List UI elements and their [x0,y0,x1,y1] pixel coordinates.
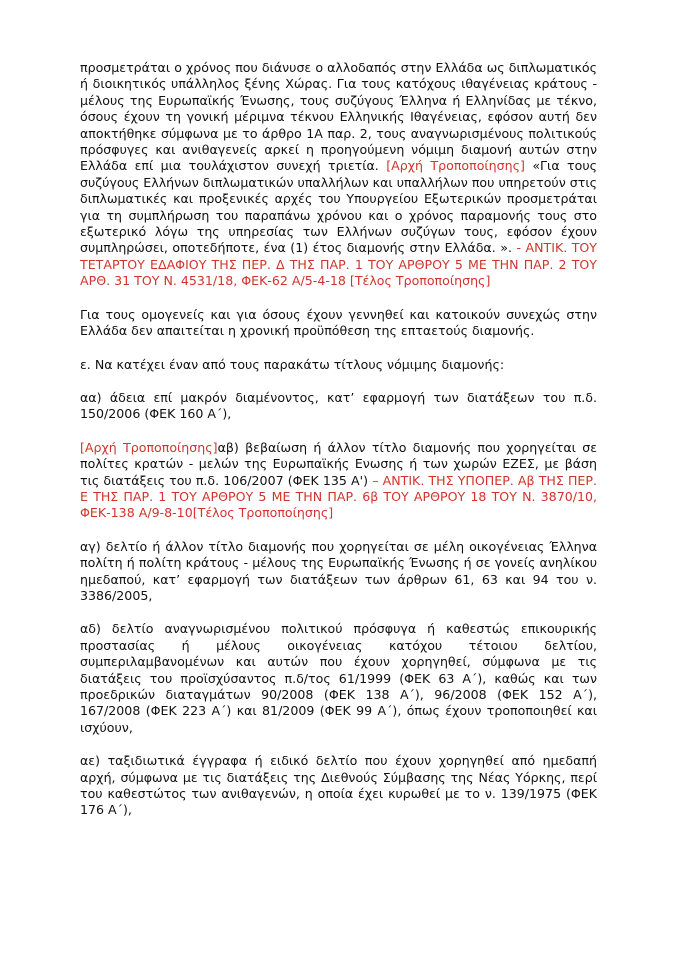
document-page [80,60,597,836]
paragraph-item-ae [80,753,597,819]
paragraph-item-ab [80,440,597,522]
paragraph-item-ag [80,539,597,605]
text-segment: προσμετράται ο χρόνος που διάνυσε ο αλλοδαπός στην Ελλάδα ως διπλωματικός ή διοικητικός υπάλληλος ξένης Χώρας. Για τους κατόχους ιθαγένειας κράτους - μέλους της Ευρωπαϊκής Ένωσης, τους συζύγους Έλληνα ή Ελληνίδας με τέκνο, όσους έχουν τη γονική μέριμνα τέκνου Ελληνικής Ιθαγένειας, εφόσον αυτή δεν αποκτήθηκε σύμφωνα με το άρθρο 1Α παρ. 2, τους αναγνωρισμένους πολιτικούς πρόσφυγες και ανιθαγενείς αρκεί η προηγούμενη νόμιμη διαμονή αυτών στην Ελλάδα επί μια τουλάχιστον συνεχή τριετία. [80,60,597,174]
paragraph-residence-time [80,60,597,290]
text-segment: ε. Να κατέχει έναν από τους παρακάτω τίτλους νόμιμης διαμονής: [80,356,505,372]
paragraph-item-aa [80,390,597,423]
paragraph-item-ad [80,621,597,736]
text-segment: αε) ταξιδιωτικά έγγραφα ή ειδικό δελτίο που έχουν χορηγηθεί από ημεδαπή αρχή, σύμφωνα με τις διατάξεις της Διεθνούς Σύμβασης της Νέας Υόρκης, περί του καθεστώτος των ανιθαγενών, η οποία έχει κυρωθεί με το ν. 139/1975 (ΦΕΚ 176 Α΄), [80,753,597,818]
text-segment: αα) άδεια επί μακρόν διαμένοντος, κατ’ εφαρμογή των διατάξεων του π.δ. 150/2006 (ΦΕΚ 160 Α΄), [80,389,597,422]
amendment-note: – ΑΝΤΙΚ. ΤΗΣ ΥΠΟΠΕΡ. Αβ ΤΗΣ ΠΕΡ. Ε ΤΗΣ ΠΑΡ. 1 ΤΟΥ ΑΡΘΡΟΥ 5 ΜΕ ΤΗΝ ΠΑΡ. 6β ΤΟΥ ΑΡΘΡΟΥ 18 ΤΟΥ Ν. 3870/10, ΦΕΚ-138 Α/9-8-10[Τέλος Τροποποίησης] [80,472,597,521]
paragraph-item-e [80,357,597,373]
paragraph-expatriates [80,307,597,340]
text-segment: αβ) βεβαίωση ή άλλον τίτλο διαμονής που χορηγείται σε πολίτες κρατών - μελών της Ευρωπαϊκής Ενωσης ή των χωρών ΕΖΕΣ, με βάση τις διατάξεις του π.δ. 106/2007 (ΦΕΚ 135 Α') [80,439,598,488]
amendment-note: - ΑΝΤΙΚ. ΤΟΥ ΤΕΤΑΡΤΟΥ ΕΔΑΦΙΟΥ ΤΗΣ ΠΕΡ. Δ ΤΗΣ ΠΑΡ. 1 ΤΟΥ ΑΡΘΡΟΥ 5 ΜΕ ΤΗΝ ΠΑΡ. 2 ΤΟΥ ΑΡΘ. 31 ΤΟΥ Ν. 4531/18, ΦΕΚ-62 Α/5-4-18 [Τέλος Τροποποίησης] [80,240,597,289]
text-segment: αδ) δελτίο αναγνωρισμένου πολιτικού πρόσφυγα ή καθεστώς επικουρικής προστασίας ή μέλους οικογένειας κατόχου τέτοιου δελτίου, συμπεριλαμβανομένων και αυτών που έχουν χορηγηθεί, σύμφωνα με τις διατάξεις του προϊσχύσαντος π.δ/τος 61/1999 (ΦΕΚ 63 Α΄), καθώς και των προεδρικών διαταγμάτων 90/2008 (ΦΕΚ 138 Α΄), 96/2008 (ΦΕΚ 152 Α΄), 167/2008 (ΦΕΚ 223 Α΄) και 81/2009 (ΦΕΚ 99 Α΄), όπως έχουν τροποποιηθεί και ισχύουν, [80,621,597,735]
text-segment: αγ) δελτίο ή άλλον τίτλο διαμονής που χορηγείται σε μέλη οικογένειας Έλληνα πολίτη ή πολίτη κράτους - μέλους της Ευρωπαϊκής Ένωσης ή σε γονείς ανηλίκου ημεδαπού, κατ’ εφαρμογή των διατάξεων των άρθρων 61, 63 και 94 του ν. 3386/2005, [80,538,597,603]
text-segment: «Για τους συζύγους Ελλήνων διπλωματικών υπαλλήλων και υπαλλήλων που υπηρετούν στις διπλωματικές και προξενικές αρχές του Υπουργείου Εξωτερικών προσμετράται για τη συμπλήρωση του παραπάνω χρόνου και ο χρόνος παραμονής τους στο εξωτερικό λόγω της υπηρεσίας των Ελλήνων συζύγων τους, εφόσον έχουν συμπληρώσει, οποτεδήποτε, ένα (1) έτος διαμονής στην Ελλάδα. ». [80,158,598,256]
text-segment: Για τους ομογενείς και για όσους έχουν γεννηθεί και κατοικούν συνεχώς στην Ελλάδα δεν απαιτείται η χρονική προϋπόθεση της επταετούς διαμονής. [80,306,597,339]
amendment-start-marker: [Αρχή Τροποποίησης] [386,158,525,174]
amendment-start-marker: [Αρχή Τροποποίησης] [80,439,218,455]
